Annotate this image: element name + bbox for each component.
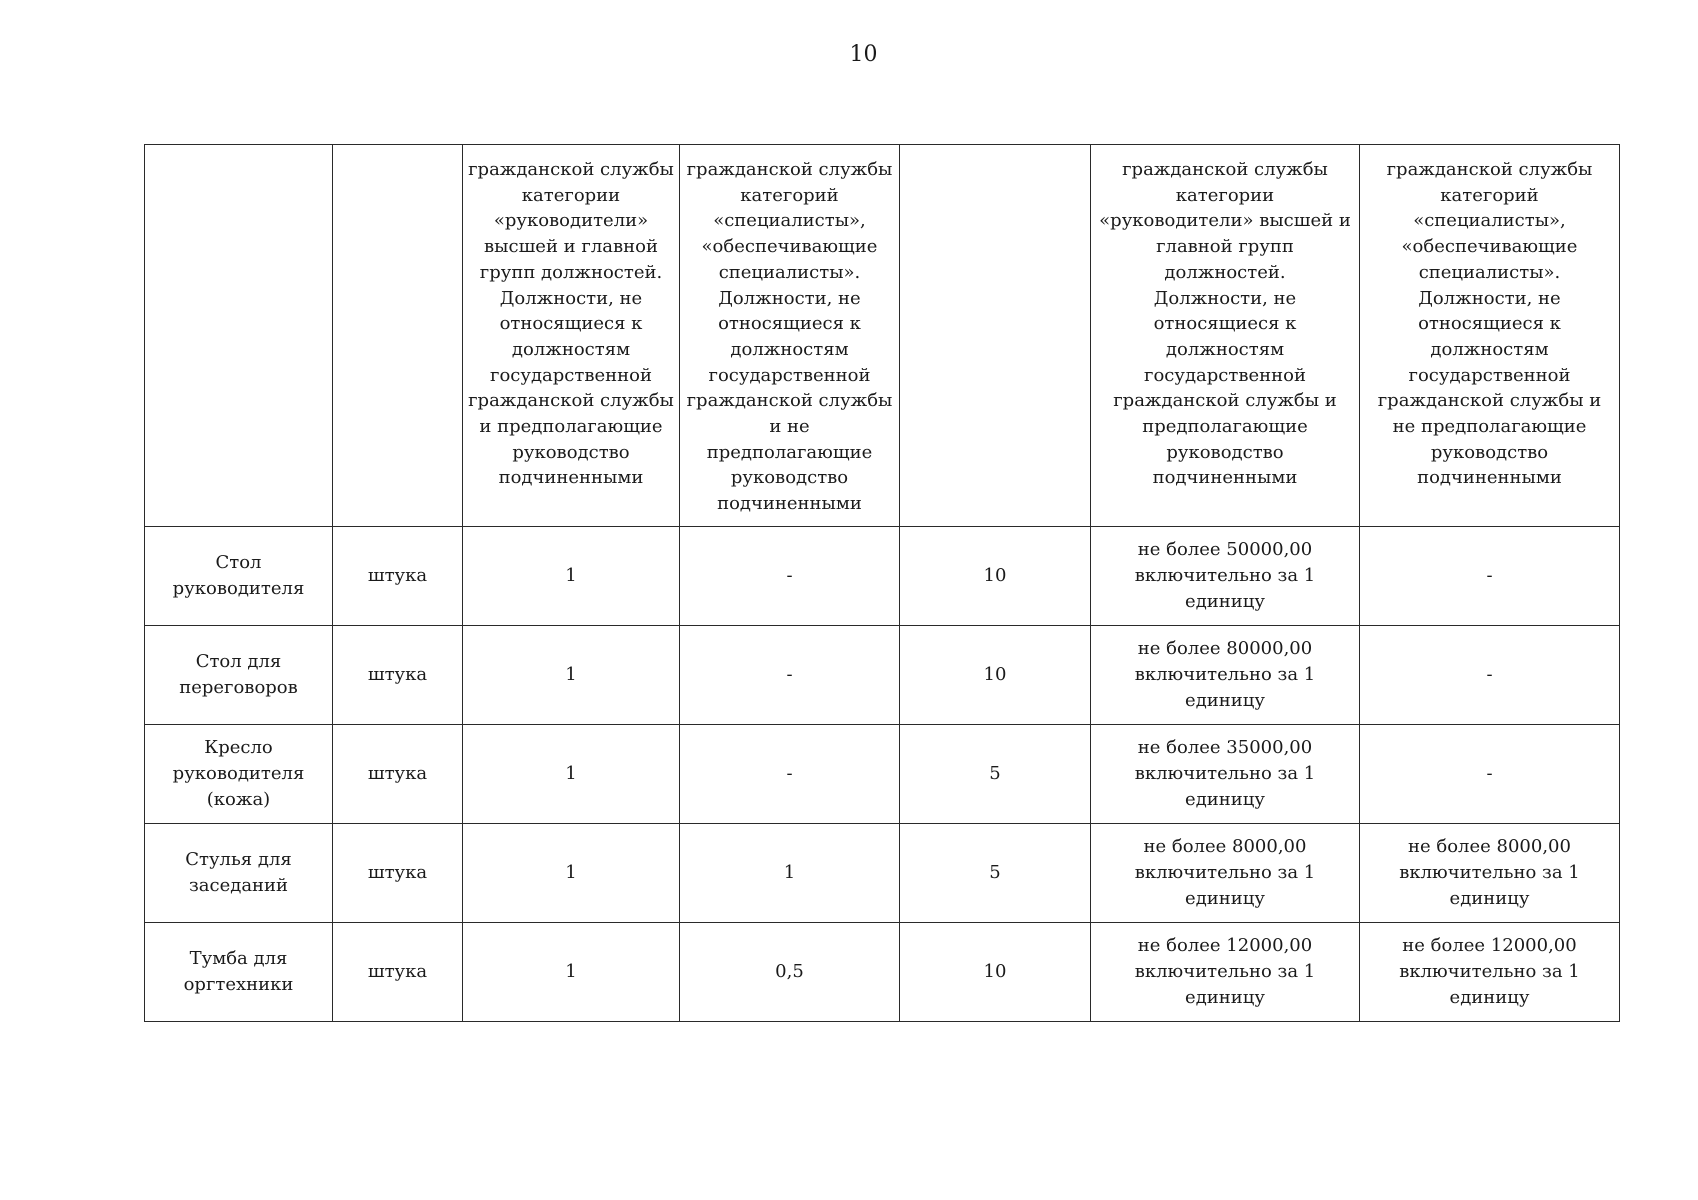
item-name: Кресло руководителя (кожа): [172, 737, 305, 810]
service-life: 10: [983, 565, 1007, 587]
unit-cell: [333, 527, 463, 626]
price-managers-cell: [1091, 824, 1360, 923]
unit: штука: [367, 565, 428, 587]
header-cell-unit: [333, 145, 463, 527]
qty-managers-cell: [463, 527, 680, 626]
table-row: [145, 923, 1620, 1022]
service-life: 10: [983, 664, 1007, 686]
service-life: 5: [989, 862, 1001, 884]
header-text-price-managers: гражданской службы категории «руководители» высшей и главной групп должностей. Должности, не относящиеся к должностям государственной гражданской службы и предполагающие руководство подчиненными: [1099, 159, 1351, 489]
header-text-price-specialists: гражданской службы категорий «специалисты», «обеспечивающие специалисты». Должности, не относящиеся к должностям государственной гражданской службы и не предполагающие руководство подчиненными: [1377, 159, 1602, 489]
unit-cell: [333, 626, 463, 725]
service-life: 5: [989, 763, 1001, 785]
price-specialists-cell: [1360, 626, 1620, 725]
price-specialists-cell: [1360, 527, 1620, 626]
service-life-cell: [900, 725, 1091, 824]
service-life-cell: [900, 626, 1091, 725]
item-name: Стол руководителя: [172, 552, 305, 599]
header-text-qty-managers: гражданской службы категории «руководители» высшей и главной групп должностей. Должности, не относящиеся к должностям государственной гражданской службы и предполагающие руководство подчиненными: [468, 159, 674, 489]
price-managers-cell: [1091, 725, 1360, 824]
qty-managers: 1: [565, 664, 577, 686]
qty-managers: 1: [565, 862, 577, 884]
qty-specialists: 0,5: [775, 961, 804, 983]
qty-specialists: 1: [783, 862, 796, 884]
service-life: 10: [983, 961, 1007, 983]
qty-specialists-cell: [680, 626, 900, 725]
unit: штука: [367, 961, 428, 983]
price-managers: не более 80000,00 включительно за 1 единицу: [1134, 638, 1316, 711]
price-managers: не более 12000,00 включительно за 1 единицу: [1134, 935, 1316, 1008]
header-cell-name: [145, 145, 333, 527]
qty-managers-cell: [463, 824, 680, 923]
item-name-cell: [145, 725, 333, 824]
price-specialists-cell: [1360, 923, 1620, 1022]
table-row: [145, 824, 1620, 923]
item-name-cell: [145, 527, 333, 626]
price-specialists: не более 12000,00 включительно за 1 единицу: [1399, 935, 1580, 1008]
qty-managers-cell: [463, 923, 680, 1022]
price-specialists-cell: [1360, 725, 1620, 824]
qty-specialists: -: [786, 664, 793, 686]
qty-specialists: -: [786, 763, 793, 785]
qty-specialists-cell: [680, 824, 900, 923]
unit: штука: [367, 862, 428, 884]
price-managers: не более 35000,00 включительно за 1 единицу: [1134, 737, 1316, 810]
header-text-qty-specialists: гражданской службы категорий «специалисты», «обеспечивающие специалисты». Должности, не относящиеся к должностям государственной гражданской службы и не предполагающие руководство подчиненными: [686, 159, 893, 515]
unit-cell: [333, 824, 463, 923]
price-managers: не более 50000,00 включительно за 1 единицу: [1134, 539, 1316, 612]
price-specialists: -: [1486, 763, 1493, 785]
table-header-row: [145, 145, 1620, 527]
price-managers: не более 8000,00 включительно за 1 единицу: [1134, 836, 1316, 909]
header-cell-qty-managers: [463, 145, 680, 527]
item-name-cell: [145, 626, 333, 725]
table-row: [145, 725, 1620, 824]
qty-managers-cell: [463, 725, 680, 824]
unit: штука: [367, 664, 428, 686]
unit-cell: [333, 923, 463, 1022]
price-specialists: -: [1486, 664, 1493, 686]
table-row: [145, 527, 1620, 626]
qty-managers: 1: [565, 565, 577, 587]
qty-managers: 1: [565, 961, 577, 983]
service-life-cell: [900, 923, 1091, 1022]
service-life-cell: [900, 527, 1091, 626]
table-row: [145, 626, 1620, 725]
price-managers-cell: [1091, 626, 1360, 725]
price-managers-cell: [1091, 527, 1360, 626]
item-name: Стулья для заседаний: [185, 849, 292, 896]
service-life-cell: [900, 824, 1091, 923]
page-number: 10: [849, 42, 878, 67]
item-name-cell: [145, 824, 333, 923]
price-specialists: -: [1486, 565, 1493, 587]
item-name: Стол для переговоров: [179, 651, 298, 698]
price-specialists: не более 8000,00 включительно за 1 единицу: [1399, 836, 1580, 909]
header-cell-qty-specialists: [680, 145, 900, 527]
header-cell-price-managers: [1091, 145, 1360, 527]
qty-specialists: -: [786, 565, 793, 587]
price-managers-cell: [1091, 923, 1360, 1022]
qty-managers: 1: [565, 763, 577, 785]
unit-cell: [333, 725, 463, 824]
qty-specialists-cell: [680, 527, 900, 626]
qty-managers-cell: [463, 626, 680, 725]
item-name-cell: [145, 923, 333, 1022]
furniture-norms-table: [144, 144, 1620, 1022]
qty-specialists-cell: [680, 725, 900, 824]
unit: штука: [367, 763, 428, 785]
qty-specialists-cell: [680, 923, 900, 1022]
price-specialists-cell: [1360, 824, 1620, 923]
header-cell-price-specialists: [1360, 145, 1620, 527]
header-cell-service-life: [900, 145, 1091, 527]
item-name: Тумба для оргтехники: [183, 948, 294, 995]
